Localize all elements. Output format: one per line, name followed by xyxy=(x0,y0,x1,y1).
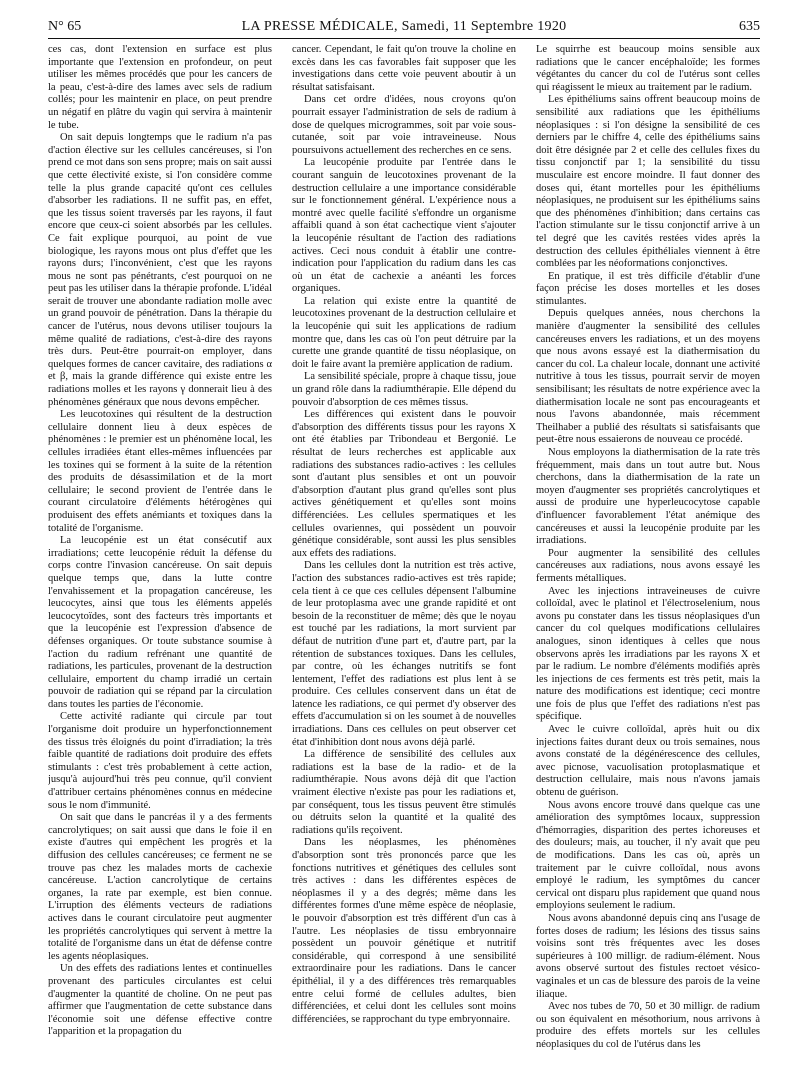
text-column-3 xyxy=(536,44,760,1074)
paragraph: Cette activité radiante qui circule par tout l'organisme doit produire un hyperfonctionnement des tissus très éloignés du point d'irradiation; la très faible quantité de radiations doit produire des effets stimulants : c'est très probablement à cette action, jusqu'à aujourd'hui très peu connue, qu'il convient d'attribuer certains phénomènes connus en médecine sous le nom d'immunité. xyxy=(48,711,272,811)
paragraph: Dans les néoplasmes, les phénomènes d'absorption sont très prononcés parce que les fonctions nutritives et génétiques des cellules sont très actives : dans les différentes espèces de néoplasmes il y a des degrés; même dans les différentes formes d'une même espèce de néoplasie, le pouvoir d'absorption est très différent d'un cas à l'autre. Les néoplasies de tissu embryonnaire possèdent un pouvoir génétique et nutritif considérable, qui correspond à une sensibilité extraordinaire pour les radiations. Dans le cancer épithélial, il y a des différences très remarquables entre celui formé de cellules adultes, bien différenciées, et celui dont les cellules sont moins différenciées, se rapprochant du type embryonnaire. xyxy=(292,837,516,1025)
paragraph: La leucopénie produite par l'entrée dans le courant sanguin de leucotoxines provenant de la destruction cellulaire a une importance considérable sur le fonctionnement général. L'expérience nous a montré avec quelle facilité s'effondre un organisme affaibli quand à son état cachectique vient s'ajouter la leucopénie résultant de l'action des radiations actives. Ceci nous conduit à établir une contre-indication pour l'application du radium dans les cas où un état de cachexie a anéanti les forces organiques. xyxy=(292,157,516,295)
paragraph: Nous avons encore trouvé dans quelque cas une amélioration des symptômes locaux, suppression d'hémorragies, disparition des pertes ichoreuses et des douleurs; mais, au toucher, il n'y avait que peu de modifications. Dans les cas où, après un traitement par le cuivre colloïdal, nous avons employé le radium, les symptômes du cancer cervical ont disparu plus rapidement que quand nous employions seulement le radium. xyxy=(536,799,760,912)
paragraph: Pour augmenter la sensibilité des cellules cancéreuses aux radiations, nous avons essayé les ferments métalliques. xyxy=(536,547,760,584)
paragraph: Nous avons abandonné depuis cinq ans l'usage de fortes doses de radium; les lésions des tissus sains voisins sont très fréquentes avec les doses supérieures à 100 milligr. de radium-élément. Nous avons observé surtout des fistules rectoet vésico-vaginales et un cas de blessure des parois de la veine iliaque. xyxy=(536,912,760,1000)
paragraph: La leucopénie est un état consécutif aux irradiations; cette leucopénie réduit la défense du corps contre l'invasion cancéreuse. On sait depuis quelque temps que, dans la lutte contre l'envahissement et la propagation cancéreuse, les leucocytes, ainsi que tous les éléments appelés leucocytoïdes, sont des facteurs très importants et que la leucopénie est l'expression d'absence de défenses organiques. Or toute substance soumise à l'action du radium refrénant une quantité de radiations, les particules, provenant de la destruction cellulaire, emportent du champ irradié un certain pouvoir de radiation qui se répand par la circulation dans toutes les parties de l'économie. xyxy=(48,535,272,710)
text-column-1 xyxy=(48,44,272,1074)
paragraph: Les épithéliums sains offrent beaucoup moins de sensibilité aux radiations que les épithéliums néoplasiques : si l'on désigne la sensibilité de ces derniers par le chiffre 4, celle des épithéliums sains doit être désignée par 2 et celle des cellules fixes du tissu conjonctif par 1; la sensibilité du tissu musculaire est encore moindre. Il faut donner des doses qui, étant mortelles pour les épithéliums néoplasiques, ne produisent sur les épithéliums sains que des phénomènes d'inhibition; dans certains cas l'action stimulante sur le tissu conjonctif arrive à un tel degré que les cavités restées vides après la destruction des cellules épithéliales viennent à être comblées par les néoformations conjonctives. xyxy=(536,94,760,270)
paragraph: cancer. Cependant, le fait qu'on trouve la choline en excès dans les cas favorables fait supposer que les investigations dans cette voie peuvent aboutir à un résultat satisfaisant. xyxy=(292,44,516,93)
paragraph: Les leucotoxines qui résultent de la destruction cellulaire donnent lieu à deux espèces de phénomènes : le premier est un phénomène local, les cellules irradiées étant elles-mêmes influencées par les toxines qui se forment à la suite de la rétention des produits de désassimilation et de la mort cellulaire; le second provient de l'entrée dans le courant circulatoire d'éléments hétérogènes qui produisent des effets anémiants et toxiques dans la totalité de l'organisme. xyxy=(48,409,272,534)
paragraph: Le squirrhe est beaucoup moins sensible aux radiations que le cancer encéphaloïde; les formes végétantes du cancer du col de l'utérus sont celles qui réagissent le mieux au traitement par le radium. xyxy=(536,44,760,93)
issue-number: N° 65 xyxy=(48,19,82,34)
page-number: 635 xyxy=(739,19,760,34)
paragraph: Nous employons la diathermisation de la rate très fréquemment, mais dans un tout autre but. Nous cherchons, dans la diathermisation de la rate un moyen d'augmenter ses propriétés cancrolytiques et aussi de produire une hyperleucocytose capable d'influencer favorablement l'état anémique des cancéreuses et aussi la leucopénie produite par les irradiations. xyxy=(536,447,760,547)
paragraph: Un des effets des radiations lentes et continuelles provenant des particules circulantes est celui d'augmenter la quantité de choline. On ne peut pas affirmer que l'augmentation de cette substance dans l'économie soit une défense effective contre l'apparition et la propagation du xyxy=(48,963,272,1038)
paragraph: La relation qui existe entre la quantité de leucotoxines provenant de la destruction cellulaire et la leucopénie qui suit les applications de radium montre que, dans les cas où l'on peut détruire par la curette une grande quantité de tissu néoplasique, on doit le faire avant la première application de radium. xyxy=(292,295,516,370)
paragraph: Depuis quelques années, nous cherchons la manière d'augmenter la sensibilité des cellules cancéreuses envers les radiations, et un des moyens que nous avons essayé est la diathermisation du cancer du col. La chaleur locale, donnant une activité nutritive à tous les tissus, pourrait servir de moyen sensibilisant; les résultats de notre expérience avec la diathermisation locale ne sont pas encourageants et nous l'avons abandonnée, mais récemment Theilhaber a publié des résultats si satisfaisants que peut-être nous essaierons de nouveau ce procédé. xyxy=(536,308,760,446)
paragraph: Dans cet ordre d'idées, nous croyons qu'on pourrait essayer l'administration de sels de radium à dose de quelques microgrammes, soit par voie sous-cutanée, soit par voie intraveineuse. Nous poursuivons actuellement des recherches en ce sens. xyxy=(292,94,516,156)
paragraph: La sensibilité spéciale, propre à chaque tissu, joue un grand rôle dans la radiumthérapie. Elle dépend du pouvoir d'absorption de ces mêmes tissus. xyxy=(292,371,516,408)
journal-title-date: LA PRESSE MÉDICALE, Samedi, 11 Septembre 1920 xyxy=(241,19,567,34)
paragraph: Les différences qui existent dans le pouvoir d'absorption des différents tissus pour les rayons X ont été établies par Tribondeau et Bergonié. Le résultat de leurs recherches est applicable aux radiations des substances radio-actives : les cellules sont d'autant plus sensibles et ont un pouvoir d'absorption d'autant plus grand qu'elles sont plus actives génétiquement et qu'elles sont moins différenciées. Les cellules spermatiques et les cellules ovariennes, qui possèdent un pouvoir génétique considérable, sont aussi les plus sensibles aux effets des radiations. xyxy=(292,409,516,559)
paragraph: Avec les injections intraveineuses de cuivre colloïdal, avec le platinol et l'électroselenium, nous avons pu constater dans les tissus néoplasiques d'un cancer du col quelques modifications cellulaires analogues, sinon identiques à celles que nous observons après les irradiations par les rayons X et par le radium. Le nombre d'éléments modifiés après les injections de ces ferments est très petit, mais la nature des modifications est identique; ceci montre une fois de plus que l'effet des radiations n'est pas spécifique. xyxy=(536,585,760,723)
running-header xyxy=(48,16,760,39)
paragraph: La différence de sensibilité des cellules aux radiations est la base de la radio- et de la radiumthérapie. Nous avons déjà dit que l'action vraiment élective n'existe pas pour les radiations et, par conséquent, tous les tissus peuvent être stimulés ou détruits selon la quantité et la qualité des radiations qu'ils reçoivent. xyxy=(292,749,516,836)
paragraph: Avec le cuivre colloïdal, après huit ou dix injections faites durant deux ou trois semaines, nous avons constaté de la dégénérescence des cellules, avec picnose, vacuolisation protoplasmatique et destruction cellulaire, mais nous n'avons jamais obtenu de guérison. xyxy=(536,724,760,799)
paragraph: Dans les cellules dont la nutrition est très active, l'action des substances radio-actives est très rapide; cela tient à ce que ces cellules dépensent l'albumine de leur protoplasma avec une grande rapidité et ont besoin de la reconstituer de même; dès que le noyau est touché par les radiations, la mort survient par défaut de nutrition d'une part et, d'autre part, par la rétention de substances toxiques. Dans les cellules, par contre, où les échanges nutritifs se font lentement, l'effet des radiations est plus lent à se produire. Ces cellules conservent dans un état de latence les radiations, ce qui permet d'y observer des effets d'accumulation si on les soumet à de nouvelles irradiations. Dans ces cellules on peut observer cet état d'inhibition dont nous avons déjà parlé. xyxy=(292,560,516,748)
text-column-2 xyxy=(292,44,516,1074)
paragraph: On sait que dans le pancréas il y a des ferments cancrolytiques; on sait aussi que dans le foie il en existe d'autres qui empêchent les progrès et la diffusion des cellules cancéreuses; ce ferment ne se trouve pas chez les malades morts de cachexie cancéreuse. L'action cancrolytique de certains organes, la rate par exemple, est bien connue. L'irruption des éléments vecteurs de radiations actives dans le courant circulatoire peut augmenter les propriétés cancrolytiques qui servent à mettre la totalité de l'organisme dans un état de défense contre les agents néoplasiques. xyxy=(48,812,272,962)
paragraph: En pratique, il est très difficile d'établir d'une façon précise les doses mortelles et les doses stimulantes. xyxy=(536,270,760,307)
paragraph: On sait depuis longtemps que le radium n'a pas d'action élective sur les cellules cancéreuses, si l'on prend ce mot dans son sens propre; mais on sait aussi que cette électivité existe, si l'on considère comme telle la plus grande capacité qu'ont ces cellules d'absorber les radiations. Il ne suffit pas, en effet, que les tissus soient traversés par les rayons, il faut encore que ceux-ci soient absorbés par les cellules. Ce fait explique pourquoi, au point de vue biologique, les rayons mous ont plus d'effet que les rayons durs; l'inconvénient, c'est que les rayons mous ne sont pas pénétrants, c'est pourquoi on ne peut pas les utiliser dans la thérapie profonde. L'idéal serait de trouver une abondante radiation molle avec un grand pouvoir de pénétration. Dans la thérapie du cancer de l'utérus, nous devons utiliser toujours la même qualité de radiations, c'est-à-dire des rayons très durs. Peut-être pourrait-on employer, dans quelques formes de cancer cavitaire, des radiations α et β, mais la grande différence qui existe entre les radiations molles et les rayons γ donnerait lieu à des phénomènes généraux que nous devons empêcher. xyxy=(48,132,272,408)
paragraph: ces cas, dont l'extension en surface est plus importante que l'extension en profondeur, on peut utiliser les mêmes procédés que pour les cancers de la peau, c'est-à-dire des lames avec sels de radium collés; pour les maintenir en place, on peut prendre un négatif en plâtre du vagin qui servira à maintenir le tube. xyxy=(48,44,272,131)
paragraph: Avec nos tubes de 70, 50 et 30 milligr. de radium ou son équivalent en mésothorium, nous arrivons à produire des effets mortels sur les cellules néoplasiques du col de l'utérus dans les xyxy=(536,1001,760,1050)
